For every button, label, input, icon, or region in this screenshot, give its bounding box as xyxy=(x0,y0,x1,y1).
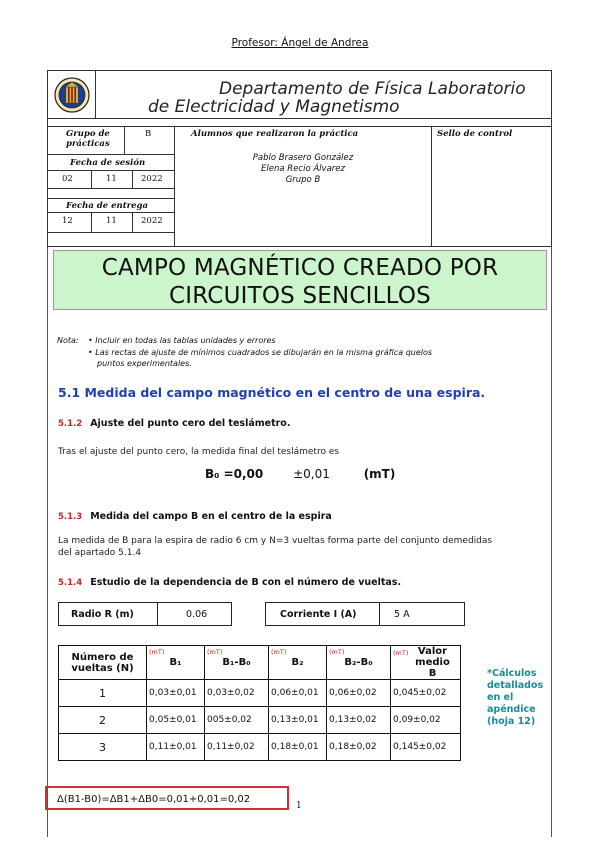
alumnos-label: Alumnos que realizaron la práctica xyxy=(191,129,359,139)
page-right-rule xyxy=(551,247,552,837)
page-number: 1 xyxy=(296,801,302,811)
cell-b2: 0,13±0,01 xyxy=(269,707,327,734)
fecha-sesion-month: 11 xyxy=(106,174,117,184)
rule xyxy=(91,212,92,232)
unit-tag: (mT) xyxy=(329,648,345,656)
alumno-2: Elena Recio Álvarez xyxy=(261,164,345,174)
nota-item-2: • Las rectas de ajuste de mínimos cuadrados se dibujarán en la misma gráfica quelos xyxy=(88,348,433,357)
grupo-value: B xyxy=(145,129,152,139)
subsection-title: Estudio de la dependencia de B con el número de vueltas. xyxy=(90,577,402,588)
rule xyxy=(48,198,174,199)
header-valor-medio-text: Valor medio B xyxy=(415,646,450,679)
alumnos-list xyxy=(175,153,431,186)
sello-label: Sello de control xyxy=(437,129,513,139)
subsection-number: 5.1.4 xyxy=(58,578,83,588)
b0-label: B₀ =0,00 xyxy=(205,467,264,481)
corriente-label: Corriente I (A) xyxy=(265,602,380,626)
nota-item-2b: puntos experimentales. xyxy=(97,359,192,368)
subsection-title: Medida del campo B en el centro de la espira xyxy=(90,511,332,522)
practice-title xyxy=(53,250,547,310)
cell-b2-b0: 0,13±0,02 xyxy=(327,707,391,734)
cell-b1-b0: 0,11±0,02 xyxy=(205,734,269,761)
cell-b2: 0,18±0,01 xyxy=(269,734,327,761)
cell-b2-b0: 0,06±0,02 xyxy=(327,680,391,707)
fecha-sesion-year: 2022 xyxy=(141,174,163,184)
error-formula-box: Δ(B1-B0)=ΔB1+ΔB0=0,01+0,01=0,02 xyxy=(45,786,289,810)
header-b2 xyxy=(269,646,327,680)
page-left-rule xyxy=(47,247,48,837)
alumno-3: Grupo B xyxy=(285,175,321,185)
cell-valor-medio: 0,09±0,02 xyxy=(391,707,461,734)
cell-n: 3 xyxy=(59,734,147,761)
department-line-1: Departamento de Física Laboratorio xyxy=(219,79,526,99)
radio-value: 0.06 xyxy=(157,602,232,626)
b0-error: ±0,01 xyxy=(293,467,330,481)
grupo-label: Grupo de prácticas xyxy=(66,129,110,149)
calculation-note: *Cálculos detallados en el apéndice (hoja 12) xyxy=(487,668,544,727)
rule xyxy=(431,126,432,246)
cell-b1-b0: 005±0,02 xyxy=(205,707,269,734)
header-b1-b0-text: B₁-B₀ xyxy=(222,657,251,668)
university-logo xyxy=(48,71,96,118)
s513-text-2: del apartado 5.1.4 xyxy=(58,548,142,558)
cell-b2-b0: 0,18±0,02 xyxy=(327,734,391,761)
header-top xyxy=(48,71,551,119)
rule xyxy=(132,212,133,232)
section-5-1-title: 5.1 Medida del campo magnético en el centro de una espira. xyxy=(58,385,486,400)
subsection-title: Ajuste del punto cero del teslámetro. xyxy=(90,418,291,429)
fecha-sesion-label: Fecha de sesión xyxy=(70,158,146,168)
cell-b1-b0: 0,03±0,02 xyxy=(205,680,269,707)
header-b1 xyxy=(147,646,205,680)
rule xyxy=(48,170,174,171)
b0-unit: (mT) xyxy=(363,467,396,481)
table-row xyxy=(59,734,461,761)
subsection-5-1-4 xyxy=(58,577,401,588)
alumno-1: Pablo Brasero González xyxy=(252,153,354,163)
fecha-sesion-day: 02 xyxy=(62,174,73,184)
fecha-entrega-year: 2022 xyxy=(141,216,163,226)
vueltas-table xyxy=(58,645,461,761)
header-b2-b0 xyxy=(327,646,391,680)
title-line-1: CAMPO MAGNÉTICO CREADO POR xyxy=(101,255,499,281)
cell-n: 1 xyxy=(59,680,147,707)
fecha-entrega-month: 11 xyxy=(106,216,117,226)
rule xyxy=(174,126,175,246)
subsection-number: 5.1.3 xyxy=(58,512,83,522)
rule xyxy=(132,170,133,188)
profesor-line: Profesor: Ángel de Andrea xyxy=(231,37,369,49)
rule xyxy=(48,154,174,155)
s513-text-1: La medida de B para la espira de radio 6 cm y N=3 vueltas forma parte del conjunto demedidas xyxy=(58,536,493,546)
nota-item-2-text: Las rectas de ajuste de mínimos cuadrados se dibujarán en la misma gráfica quelos xyxy=(95,348,433,357)
cell-b2: 0,06±0,01 xyxy=(269,680,327,707)
table-header-row xyxy=(59,646,461,680)
subsection-number: 5.1.2 xyxy=(58,419,83,429)
subsection-5-1-2 xyxy=(58,418,290,429)
cell-b1: 0,11±0,01 xyxy=(147,734,205,761)
department-line-2: de Electricidad y Magnetismo xyxy=(148,97,400,117)
unit-tag: (mT) xyxy=(149,648,165,656)
header-b1-text: B₁ xyxy=(169,657,182,668)
fecha-entrega-label: Fecha de entrega xyxy=(66,201,148,211)
nota-item-1: • Incluir en todas las tablas unidades y errores xyxy=(88,336,276,345)
rule xyxy=(48,246,551,247)
university-seal-icon xyxy=(53,76,91,114)
subsection-5-1-3 xyxy=(58,511,332,522)
radio-label: Radio R (m) xyxy=(58,602,158,626)
header-b2-text: B₂ xyxy=(291,657,304,668)
cell-b1: 0,03±0,01 xyxy=(147,680,205,707)
cell-n: 2 xyxy=(59,707,147,734)
cell-valor-medio: 0,045±0,02 xyxy=(391,680,461,707)
corriente-value: 5 A xyxy=(379,602,465,626)
header-b1-b0 xyxy=(205,646,269,680)
cell-valor-medio: 0,145±0,02 xyxy=(391,734,461,761)
nota-label: Nota: xyxy=(57,336,79,345)
header-valor-medio xyxy=(391,646,461,680)
cell-b1: 0,05±0,01 xyxy=(147,707,205,734)
header-box xyxy=(47,70,552,247)
table-row xyxy=(59,680,461,707)
unit-tag: (mT) xyxy=(207,648,223,656)
header-n: Número de vueltas (N) xyxy=(59,646,147,680)
unit-tag: (mT) xyxy=(271,648,287,656)
unit-tag: (mT) xyxy=(393,649,409,657)
rule xyxy=(124,126,125,154)
nota-item-1-text: Incluir en todas las tablas unidades y errores xyxy=(95,336,276,345)
rule xyxy=(91,170,92,188)
fecha-entrega-day: 12 xyxy=(62,216,73,226)
s512-text: Tras el ajuste del punto cero, la medida final del teslámetro es xyxy=(58,447,340,457)
b0-formula xyxy=(205,467,395,481)
title-line-2: CIRCUITOS SENCILLOS xyxy=(169,283,431,309)
header-b2-b0-text: B₂-B₀ xyxy=(344,657,373,668)
rule xyxy=(48,188,174,189)
rule xyxy=(48,212,174,213)
table-row xyxy=(59,707,461,734)
rule xyxy=(48,232,174,233)
